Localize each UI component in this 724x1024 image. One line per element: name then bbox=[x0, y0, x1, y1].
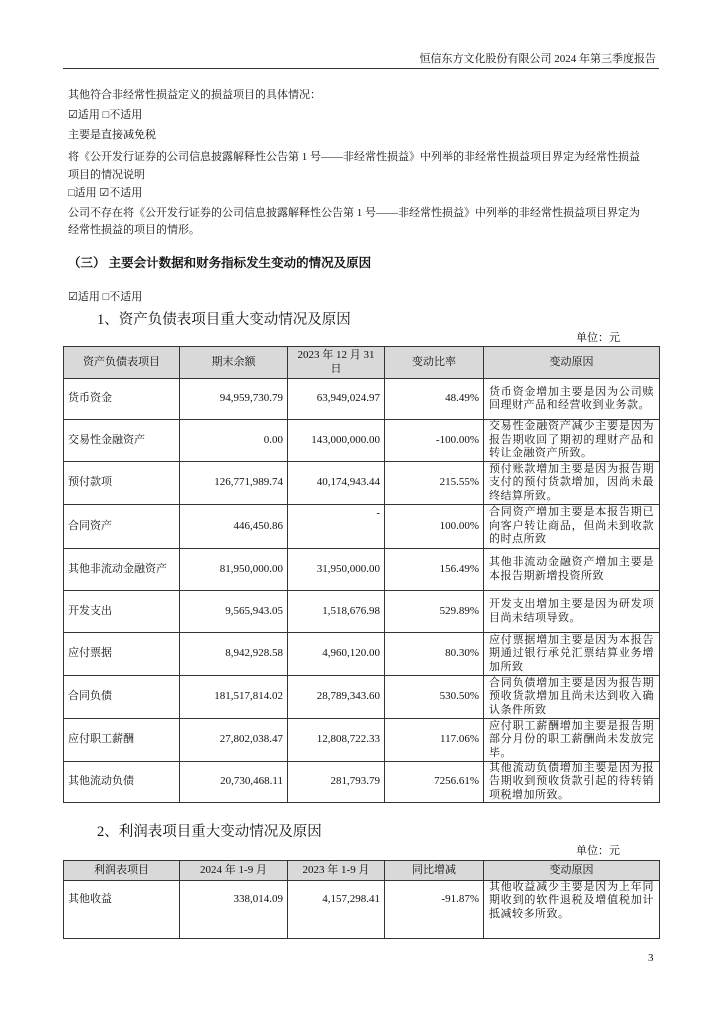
end-balance-cell: 0.00 bbox=[180, 420, 288, 462]
other-items-applicability: ☑适用 □不适用 bbox=[68, 109, 143, 121]
item-name-cell: 交易性金融资产 bbox=[64, 420, 180, 462]
current-period-cell: 338,014.09 bbox=[180, 881, 288, 939]
section-heading: （三） 主要会计数据和财务指标发生变动的情况及原因 bbox=[68, 256, 372, 270]
prior-balance-cell: 281,793.79 bbox=[288, 762, 385, 803]
change-rate-cell: -100.00% bbox=[385, 420, 484, 462]
prior-balance-cell: 1,518,676.98 bbox=[288, 591, 385, 633]
column-header-reason: 变动原因 bbox=[484, 347, 660, 379]
balance-sheet-heading: 1、资产负债表项目重大变动情况及原因 bbox=[97, 312, 351, 328]
balance-sheet-table bbox=[63, 346, 660, 803]
item-name-cell: 货币资金 bbox=[64, 379, 180, 420]
table-row bbox=[64, 505, 660, 549]
reclassification-description-line: 项目的情况说明 bbox=[68, 169, 145, 181]
table-row bbox=[64, 762, 660, 803]
change-rate-cell: 100.00% bbox=[385, 505, 484, 549]
other-items-detail: 主要是直接减免税 bbox=[68, 129, 156, 141]
yoy-change-cell: -91.87% bbox=[385, 881, 484, 939]
change-reason-cell: 开发支出增加主要是因为研发项目尚未结项导致。 bbox=[484, 591, 660, 633]
table-row bbox=[64, 881, 660, 939]
reclassification-statement-line: 公司不存在将《公开发行证券的公司信息披露解释性公告第 1 号——非经常性损益》中列举的非经常性损益项目界定为 bbox=[68, 207, 640, 219]
other-items-intro: 其他符合非经常性损益定义的损益项目的具体情况： bbox=[68, 89, 321, 101]
item-name-cell: 其他非流动金融资产 bbox=[64, 549, 180, 591]
prior-balance-cell: 31,950,000.00 bbox=[288, 549, 385, 591]
table-row bbox=[64, 591, 660, 633]
income-statement-table bbox=[63, 860, 660, 939]
end-balance-cell: 20,730,468.11 bbox=[180, 762, 288, 803]
end-balance-cell: 9,565,943.05 bbox=[180, 591, 288, 633]
change-reason-cell: 货币资金增加主要是因为公司赎回理财产品和经营收到业务款。 bbox=[484, 379, 660, 420]
reclassification-statement-line: 经常性损益的项目的情形。 bbox=[68, 224, 200, 236]
page-header bbox=[63, 51, 659, 69]
change-rate-cell: 117.06% bbox=[385, 719, 484, 762]
table-row bbox=[64, 633, 660, 676]
column-header-end-balance: 期末余额 bbox=[180, 347, 288, 379]
column-header-prior-period: 2023 年 1-9 月 bbox=[288, 861, 385, 881]
change-rate-cell: 529.89% bbox=[385, 591, 484, 633]
prior-balance-cell: 4,960,120.00 bbox=[288, 633, 385, 676]
table-row bbox=[64, 719, 660, 762]
change-rate-cell: 80.30% bbox=[385, 633, 484, 676]
change-reason-cell: 其他非流动金融资产增加主要是本报告期新增投资所致 bbox=[484, 549, 660, 591]
section-changes-applicability: ☑适用 □不适用 bbox=[68, 291, 143, 303]
change-rate-cell: 48.49% bbox=[385, 379, 484, 420]
prior-balance-cell: 63,949,024.97 bbox=[288, 379, 385, 420]
income-statement-heading: 2、利润表项目重大变动情况及原因 bbox=[97, 824, 322, 840]
income-statement-unit: 单位：元 bbox=[576, 845, 620, 857]
column-header-prior-balance: 2023 年 12 月 31 日 bbox=[288, 347, 385, 379]
change-reason-cell: 应付票据增加主要是因为本报告期通过银行承兑汇票结算业务增加所致 bbox=[484, 633, 660, 676]
balance-sheet-unit: 单位：元 bbox=[576, 332, 620, 344]
end-balance-cell: 27,802,038.47 bbox=[180, 719, 288, 762]
table-header-row bbox=[64, 347, 660, 379]
change-reason-cell: 其他收益减少主要是因为上年同期收到的软件退税及增值税加计抵减较多所致。 bbox=[484, 881, 660, 939]
item-name-cell: 其他流动负债 bbox=[64, 762, 180, 803]
item-name-cell: 应付票据 bbox=[64, 633, 180, 676]
column-header-item: 资产负债表项目 bbox=[64, 347, 180, 379]
page-number: 3 bbox=[648, 952, 654, 964]
change-reason-cell: 合同资产增加主要是本报告期已向客户转让商品，但尚未到收款的时点所致 bbox=[484, 505, 660, 549]
column-header-yoy-change: 同比增减 bbox=[385, 861, 484, 881]
prior-balance-cell: 143,000,000.00 bbox=[288, 420, 385, 462]
prior-balance-cell: 40,174,943.44 bbox=[288, 462, 385, 505]
prior-balance-cell: 28,789,343.60 bbox=[288, 676, 385, 719]
table-row bbox=[64, 420, 660, 462]
item-name-cell: 预付款项 bbox=[64, 462, 180, 505]
reclassification-applicability: □适用 ☑不适用 bbox=[68, 187, 143, 199]
column-header-current-period: 2024 年 1-9 月 bbox=[180, 861, 288, 881]
end-balance-cell: 126,771,989.74 bbox=[180, 462, 288, 505]
change-reason-cell: 应付职工薪酬增加主要是报告期部分月份的职工薪酬尚未发放完毕。 bbox=[484, 719, 660, 762]
end-balance-cell: 8,942,928.58 bbox=[180, 633, 288, 676]
change-rate-cell: 7256.61% bbox=[385, 762, 484, 803]
table-row bbox=[64, 549, 660, 591]
change-reason-cell: 其他流动负债增加主要是因为报告期收到预收货款引起的待转销项税增加所致。 bbox=[484, 762, 660, 803]
header-title: 恒信东方文化股份有限公司 2024 年第三季度报告 bbox=[419, 53, 656, 65]
table-row bbox=[64, 379, 660, 420]
column-header-change-rate: 变动比率 bbox=[385, 347, 484, 379]
end-balance-cell: 446,450.86 bbox=[180, 505, 288, 549]
change-reason-cell: 预付账款增加主要是因为报告期支付的预付货款增加，因尚未最终结算所致。 bbox=[484, 462, 660, 505]
reclassification-description-line: 将《公开发行证券的公司信息披露解释性公告第 1 号——非经常性损益》中列举的非经常性损益项目界定为经常性损益 bbox=[68, 151, 640, 163]
table-row bbox=[64, 676, 660, 719]
end-balance-cell: 81,950,000.00 bbox=[180, 549, 288, 591]
change-reason-cell: 交易性金融资产减少主要是因为报告期收回了期初的理财产品和转让金融资产所致。 bbox=[484, 420, 660, 462]
change-rate-cell: 156.49% bbox=[385, 549, 484, 591]
table-header-row bbox=[64, 861, 660, 881]
prior-balance-cell: 12,808,722.33 bbox=[288, 719, 385, 762]
prior-period-cell: 4,157,298.41 bbox=[288, 881, 385, 939]
end-balance-cell: 94,959,730.79 bbox=[180, 379, 288, 420]
end-balance-cell: 181,517,814.02 bbox=[180, 676, 288, 719]
item-name-cell: 应付职工薪酬 bbox=[64, 719, 180, 762]
column-header-reason: 变动原因 bbox=[484, 861, 660, 881]
change-reason-cell: 合同负债增加主要是因为报告期预收货款增加且尚未达到收入确认条件所致 bbox=[484, 676, 660, 719]
item-name-cell: 开发支出 bbox=[64, 591, 180, 633]
column-header-item: 利润表项目 bbox=[64, 861, 180, 881]
item-name-cell: 其他收益 bbox=[64, 881, 180, 939]
table-row bbox=[64, 462, 660, 505]
change-rate-cell: 530.50% bbox=[385, 676, 484, 719]
prior-balance-cell: - bbox=[288, 505, 385, 549]
item-name-cell: 合同资产 bbox=[64, 505, 180, 549]
item-name-cell: 合同负债 bbox=[64, 676, 180, 719]
change-rate-cell: 215.55% bbox=[385, 462, 484, 505]
